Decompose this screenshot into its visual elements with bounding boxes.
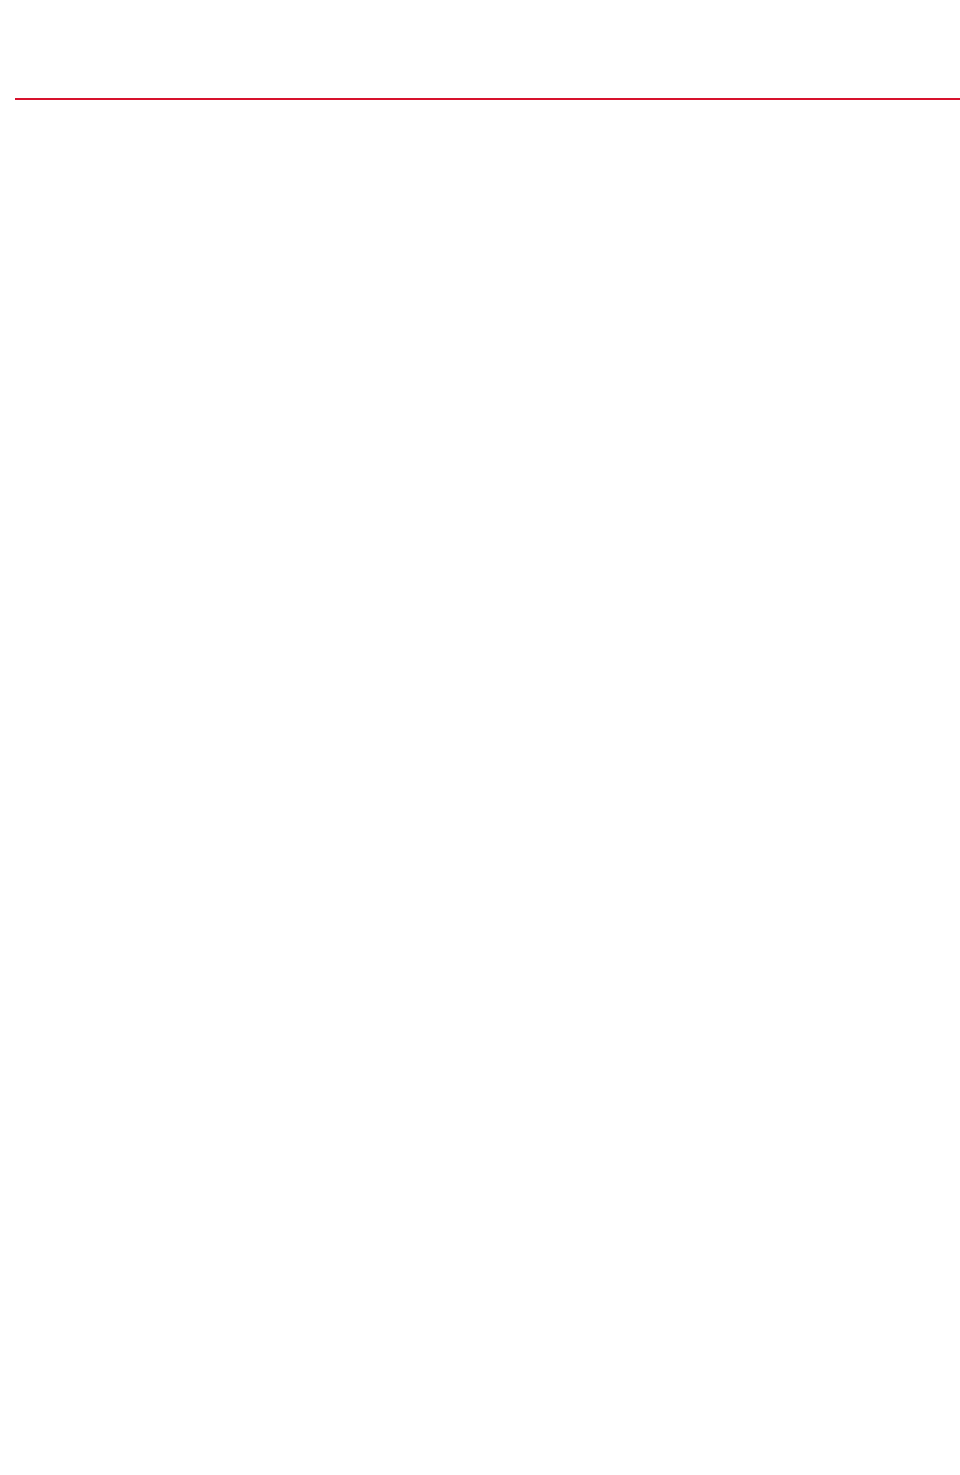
- table-body: [15, 99, 960, 124]
- row-label: [15, 99, 433, 124]
- cashflow-table: [15, 98, 960, 124]
- cell-value: [433, 99, 538, 124]
- cell-value: [748, 99, 853, 124]
- cell-value: [538, 99, 643, 124]
- cashflow-table-container: [15, 98, 960, 124]
- cell-value: [643, 99, 748, 124]
- table-row: [15, 99, 960, 124]
- cell-value: [853, 99, 960, 124]
